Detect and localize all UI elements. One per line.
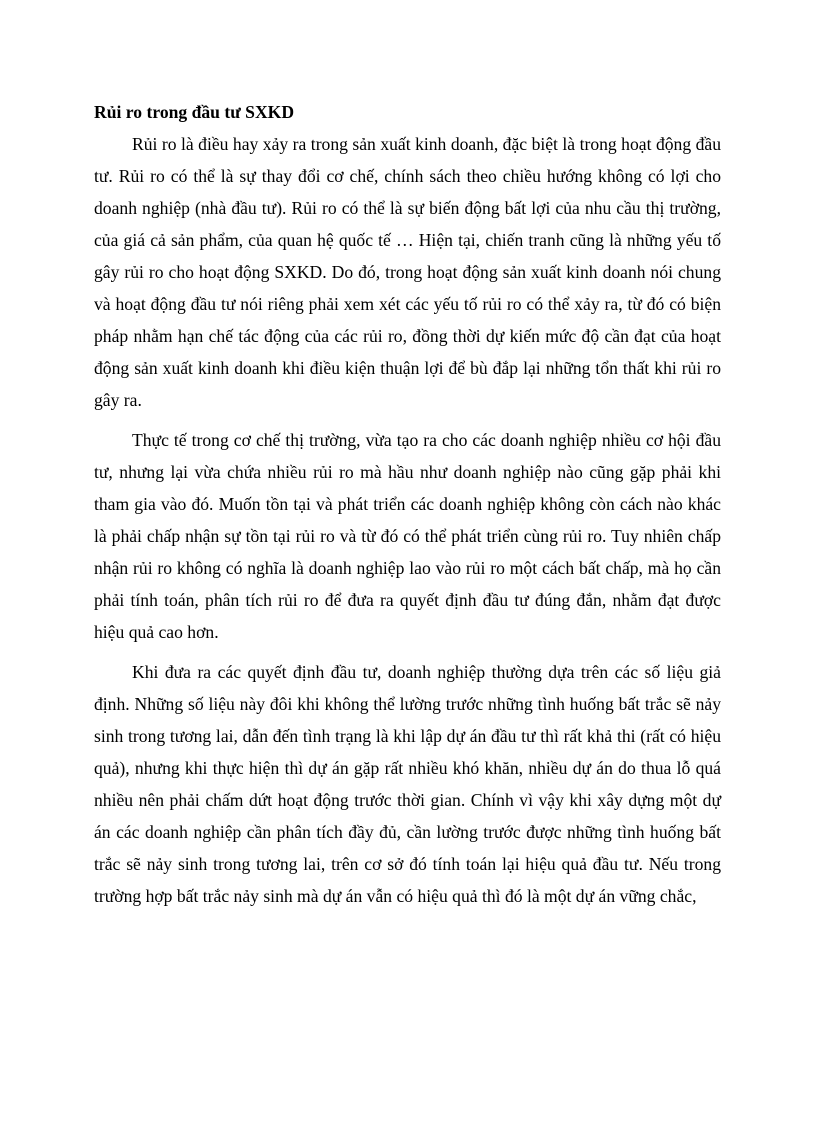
section-title: Rủi ro trong đầu tư SXKD bbox=[94, 102, 295, 122]
paragraph-1: Rủi ro là điều hay xảy ra trong sản xuất kinh doanh, đặc biệt là trong hoạt động đầu tư. Rủi ro có thể là sự thay đổi cơ chế, chính sách theo chiều hướng không có lợi cho doanh nghiệp (nhà đầu tư). Rủi ro có thể là sự biến động bất lợi của nhu cầu thị trường, của giá cả sản phẩm, của quan hệ quốc tế … Hiện tại, chiến tranh cũng là những yếu tố gây rủi ro cho hoạt động SXKD. Do đó, trong hoạt động sản xuất kinh doanh nói chung và hoạt động đầu tư nói riêng phải xem xét các yếu tố rủi ro có thể xảy ra, từ đó có biện pháp nhằm hạn chế tác động của các rủi ro, đồng thời dự kiến mức độ cần đạt của hoạt động sản xuất kinh doanh khi điều kiện thuận lợi để bù đắp lại những tổn thất khi rủi ro gây ra. bbox=[94, 134, 721, 410]
paragraph-2: Thực tế trong cơ chế thị trường, vừa tạo ra cho các doanh nghiệp nhiều cơ hội đầu tư, nhưng lại vừa chứa nhiều rủi ro mà hầu như doanh nghiệp nào cũng gặp phải khi tham gia vào đó. Muốn tồn tại và phát triển các doanh nghiệp không còn cách nào khác là phải chấp nhận sự tồn tại rủi ro và từ đó có thể phát triển cùng rủi ro. Tuy nhiên chấp nhận rủi ro không có nghĩa là doanh nghiệp lao vào rủi ro một cách bất chấp, mà họ cần phải tính toán, phân tích rủi ro để đưa ra quyết định đầu tư đúng đắn, nhằm đạt được hiệu quả cao hơn. bbox=[94, 430, 721, 642]
document-body bbox=[94, 96, 721, 920]
paragraph-3: Khi đưa ra các quyết định đầu tư, doanh nghiệp thường dựa trên các số liệu giả định. Những số liệu này đôi khi không thể lường trước những tình huống bất trắc sẽ nảy sinh trong tương lai, dẫn đến tình trạng là khi lập dự án đầu tư thì rất khả thi (rất có hiệu quả), nhưng khi thực hiện thì dự án gặp rất nhiều khó khăn, nhiều dự án do thua lỗ quá nhiều nên phải chấm dứt hoạt động trước thời gian. Chính vì vậy khi xây dựng một dự án các doanh nghiệp cần phân tích đầy đủ, cần lường trước được những tình huống bất trắc sẽ nảy sinh trong tương lai, trên cơ sở đó tính toán lại hiệu quả đầu tư. Nếu trong trường hợp bất trắc nảy sinh mà dự án vẫn có hiệu quả thì đó là một dự án vững chắc, bbox=[94, 662, 721, 906]
